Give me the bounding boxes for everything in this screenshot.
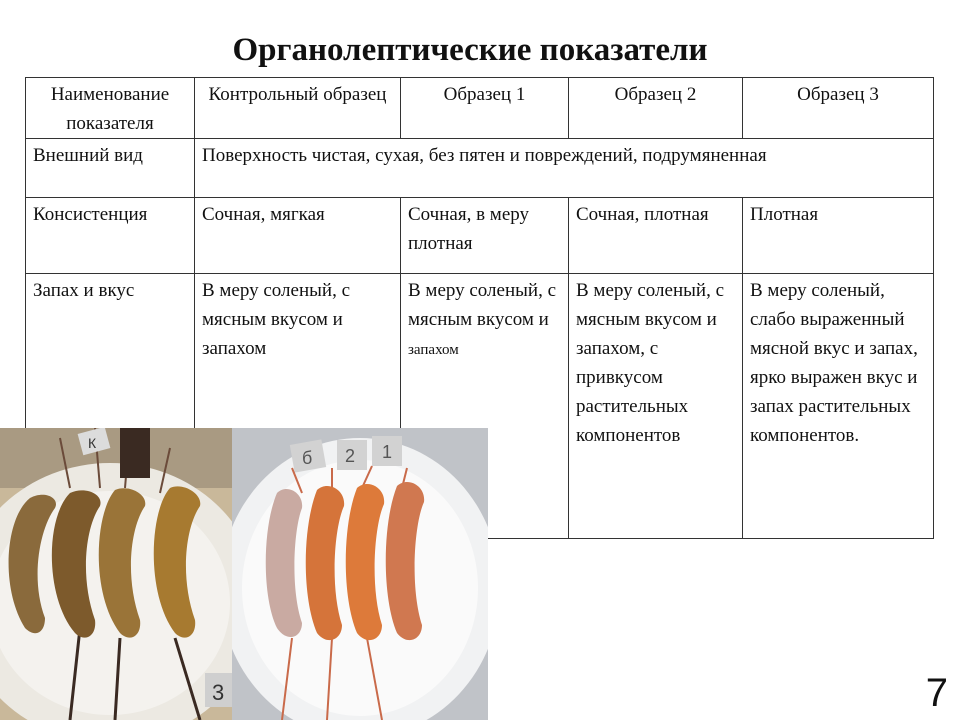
tag-label: 2 bbox=[345, 446, 356, 466]
tag-label: б bbox=[302, 448, 313, 468]
page-number: 7 bbox=[925, 671, 948, 715]
tag-label: К bbox=[88, 435, 97, 451]
table-cell: В меру соленый, с мясным вкусом и запахом bbox=[195, 274, 401, 539]
table-cell: В меру соленый, слабо выраженный мясной вкус и запах, ярко выражен вкус и запах растительных компонентов. bbox=[743, 274, 934, 539]
table-cell: Сочная, мягкая bbox=[195, 198, 401, 274]
header-cell: Наименование показателя bbox=[26, 78, 195, 139]
table-cell: В меру соленый, с мясным вкусом и запахом, с привкусом растительных компонентов bbox=[569, 274, 743, 539]
cell-text-small: запахом bbox=[408, 342, 459, 358]
table-row bbox=[26, 198, 934, 274]
header-cell: Контрольный образец bbox=[195, 78, 401, 139]
page-title: Органолептические показатели bbox=[232, 32, 708, 68]
merged-cell: Поверхность чистая, сухая, без пятен и повреждений, подрумяненная bbox=[195, 139, 934, 198]
table-cell: Плотная bbox=[743, 198, 934, 274]
row-name-cell: Запах и вкус bbox=[26, 274, 195, 539]
row-name-cell: Консистенция bbox=[26, 198, 195, 274]
header-cell: Образец 3 bbox=[743, 78, 934, 139]
sausages-photo-left bbox=[0, 428, 232, 720]
tag-label: 3 bbox=[212, 680, 225, 705]
tag-label: 1 bbox=[382, 442, 393, 462]
table-row bbox=[26, 139, 934, 198]
table-header-row bbox=[26, 78, 934, 139]
cell-text: В меру соленый, с мясным вкусом и bbox=[408, 280, 557, 330]
table-cell: Сочная, в меру плотная bbox=[401, 198, 569, 274]
header-cell: Образец 1 bbox=[401, 78, 569, 139]
table-cell: Сочная, плотная bbox=[569, 198, 743, 274]
sausages-photo-right bbox=[232, 428, 488, 720]
header-cell: Образец 2 bbox=[569, 78, 743, 139]
row-name-cell: Внешний вид bbox=[26, 139, 195, 198]
